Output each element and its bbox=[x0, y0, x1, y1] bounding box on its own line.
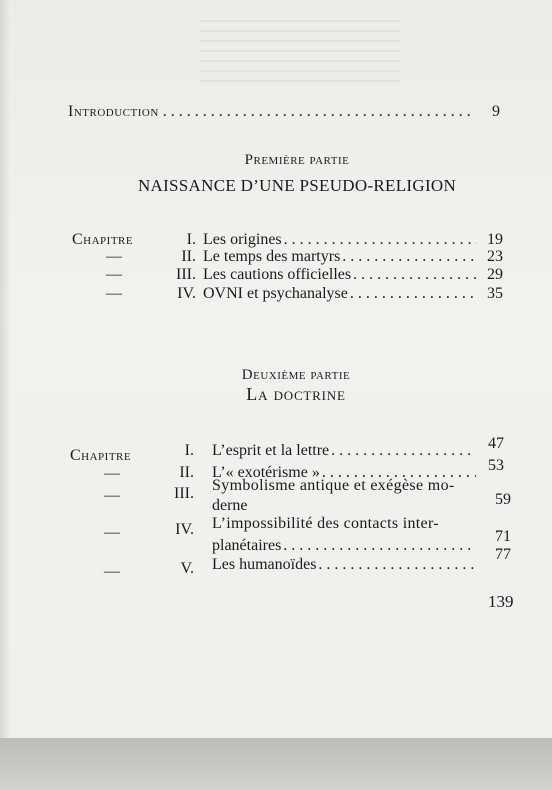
ditto-dash: — bbox=[106, 285, 122, 302]
chapter-title: L’impossibilité des contacts inter- bbox=[212, 515, 439, 532]
chapter-page: 19 bbox=[487, 231, 503, 248]
chapter-page: 53 bbox=[488, 457, 504, 474]
toc-entry bbox=[203, 248, 503, 266]
toc-entry-line2 bbox=[212, 497, 482, 515]
chapter-page: 23 bbox=[487, 248, 503, 265]
chapter-roman: I. bbox=[184, 442, 194, 459]
ditto-dash: — bbox=[106, 248, 122, 265]
chapter-title: planétaires bbox=[212, 537, 282, 554]
chapter-title: derne bbox=[212, 497, 248, 514]
dot-leader bbox=[283, 537, 476, 555]
introduction-label: Introduction bbox=[68, 103, 159, 120]
toc-entry bbox=[212, 442, 478, 460]
part1-title: NAISSANCE D’UNE PSEUDO-RELIGION bbox=[137, 176, 457, 195]
chapter-title: L’esprit et la lettre bbox=[212, 442, 330, 459]
dot-leader bbox=[318, 556, 476, 574]
introduction-page: 9 bbox=[492, 103, 500, 120]
toc-entry bbox=[203, 231, 503, 249]
dot-leader bbox=[163, 103, 474, 121]
chapter-roman: III. bbox=[176, 266, 196, 283]
toc-entry-line1 bbox=[212, 477, 482, 495]
chapter-title: OVNI et psychanalyse bbox=[203, 285, 348, 302]
part2-heading: Deuxième partie bbox=[241, 367, 351, 383]
chapter-roman: II. bbox=[181, 248, 196, 265]
dot-leader bbox=[331, 442, 476, 460]
chapter-label: Chapitre bbox=[72, 231, 134, 248]
part2-title: La doctrine bbox=[246, 384, 346, 404]
chapter-page: 29 bbox=[487, 266, 503, 283]
chapter-title: Le temps des martyrs bbox=[203, 248, 341, 265]
ditto-dash: — bbox=[104, 487, 120, 504]
chapter-page: 77 bbox=[495, 546, 511, 563]
chapter-title: Symbolisme antique et exégèse mo- bbox=[212, 477, 455, 494]
chapter-page: 47 bbox=[488, 435, 504, 452]
chapter-roman: IV. bbox=[177, 285, 196, 302]
toc-entry bbox=[203, 266, 503, 284]
ditto-dash: — bbox=[106, 266, 122, 283]
ditto-dash: — bbox=[104, 563, 120, 580]
chapter-title: Les cautions officielles bbox=[203, 266, 352, 283]
chapter-roman: IV. bbox=[175, 521, 194, 538]
page-number: 139 bbox=[488, 592, 514, 611]
part1-heading: Première partie bbox=[244, 152, 350, 168]
ditto-dash: — bbox=[104, 524, 120, 541]
dot-leader bbox=[350, 285, 477, 303]
chapter-page: 71 bbox=[495, 528, 511, 545]
toc-introduction bbox=[68, 103, 500, 121]
chapter-roman: III. bbox=[174, 485, 194, 502]
table-surface bbox=[0, 738, 552, 790]
dot-leader bbox=[342, 248, 477, 266]
chapter-page: 59 bbox=[495, 491, 511, 508]
chapter-label: Chapitre bbox=[70, 447, 132, 464]
chapter-title: Les origines bbox=[203, 231, 282, 248]
ditto-dash: — bbox=[104, 465, 120, 482]
chapter-roman: II. bbox=[179, 464, 194, 481]
dot-leader bbox=[284, 231, 477, 249]
chapter-roman: I. bbox=[186, 231, 196, 248]
show-through-text bbox=[200, 20, 400, 90]
toc-entry bbox=[212, 556, 478, 574]
chapter-roman: V. bbox=[180, 560, 194, 577]
toc-entry-line2 bbox=[212, 537, 478, 555]
toc-entry bbox=[203, 285, 503, 303]
chapter-title: Les humanoïdes bbox=[212, 556, 317, 573]
toc-entry-line1 bbox=[212, 515, 482, 533]
dot-leader bbox=[353, 266, 477, 284]
chapter-title: L’« exotérisme » bbox=[212, 464, 320, 481]
chapter-page: 35 bbox=[487, 285, 503, 302]
